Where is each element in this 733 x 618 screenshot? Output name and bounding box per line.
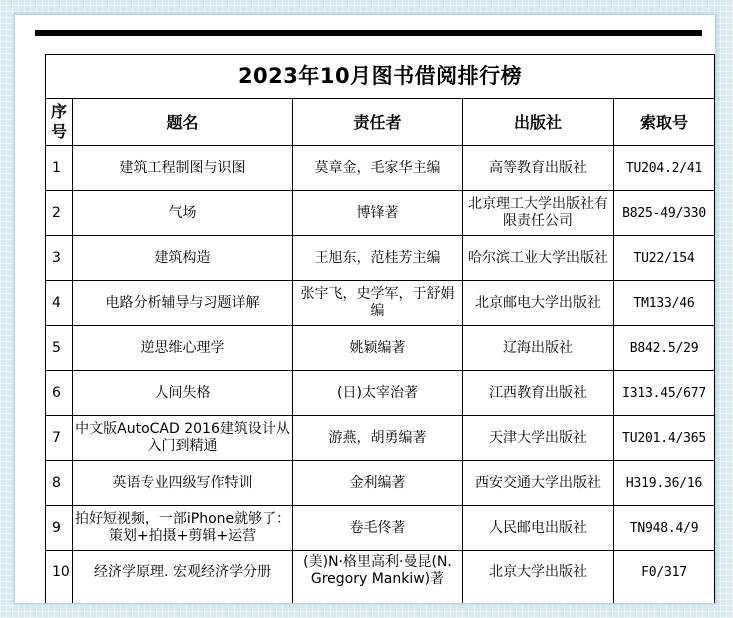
table-row (46, 416, 715, 461)
header-title: 题名 (73, 99, 293, 146)
cell-author: (日)太宰治著 (293, 371, 463, 416)
sheet-top-rule (35, 30, 702, 36)
cell-seq: 1 (46, 146, 73, 191)
cell-title: 英语专业四级写作特训 (73, 461, 293, 506)
cell-publisher: 天津大学出版社 (463, 416, 614, 461)
table-row (46, 551, 715, 604)
title-row (46, 55, 715, 99)
cell-seq: 6 (46, 371, 73, 416)
cell-seq: 3 (46, 236, 73, 281)
cell-call-number: TM133/46 (614, 281, 715, 326)
header-publisher: 出版社 (463, 99, 614, 146)
cell-title: 建筑构造 (73, 236, 293, 281)
cell-seq: 5 (46, 326, 73, 371)
cell-author: 金利编著 (293, 461, 463, 506)
cell-call-number: TN948.4/9 (614, 506, 715, 551)
table-row (46, 281, 715, 326)
cell-author: (美)N·格里高利·曼昆(N. Gregory Mankiw)著 (293, 551, 463, 604)
cell-call-number: I313.45/677 (614, 371, 715, 416)
cell-title: 逆思维心理学 (73, 326, 293, 371)
cell-author: 张宇飞，史学军，于舒娟编 (293, 281, 463, 326)
cell-publisher: 北京大学出版社 (463, 551, 614, 604)
cell-title: 电路分析辅导与习题详解 (73, 281, 293, 326)
cell-publisher: 辽海出版社 (463, 326, 614, 371)
table-row (46, 191, 715, 236)
header-seq: 序号 (46, 99, 73, 146)
cell-title: 中文版AutoCAD 2016建筑设计从入门到精通 (73, 416, 293, 461)
cell-publisher: 人民邮电出版社 (463, 506, 614, 551)
cell-call-number: B842.5/29 (614, 326, 715, 371)
cell-seq: 10 (46, 551, 73, 604)
cell-publisher: 哈尔滨工业大学出版社 (463, 236, 614, 281)
cell-seq: 8 (46, 461, 73, 506)
page-frame (15, 15, 715, 603)
cell-publisher: 江西教育出版社 (463, 371, 614, 416)
header-call-number: 索取号 (614, 99, 715, 146)
cell-seq: 7 (46, 416, 73, 461)
cell-title: 拍好短视频，一部iPhone就够了：策划+拍摄+剪辑+运营 (73, 506, 293, 551)
cell-author: 游燕，胡勇编著 (293, 416, 463, 461)
cell-call-number: TU204.2/41 (614, 146, 715, 191)
header-row (46, 99, 715, 146)
cell-call-number: H319.36/16 (614, 461, 715, 506)
cell-seq: 9 (46, 506, 73, 551)
cell-seq: 2 (46, 191, 73, 236)
cell-title: 经济学原理. 宏观经济学分册 (73, 551, 293, 604)
header-author: 责任者 (293, 99, 463, 146)
cell-publisher: 北京邮电大学出版社 (463, 281, 614, 326)
table-row (46, 326, 715, 371)
cell-call-number: B825-49/330 (614, 191, 715, 236)
cell-seq: 4 (46, 281, 73, 326)
cell-author: 卷毛佟著 (293, 506, 463, 551)
cell-title: 气场 (73, 191, 293, 236)
cell-title: 建筑工程制图与识图 (73, 146, 293, 191)
cell-publisher: 高等教育出版社 (463, 146, 614, 191)
ranking-table (45, 54, 715, 603)
cell-author: 莫章金，毛家华主编 (293, 146, 463, 191)
table-row (46, 146, 715, 191)
cell-author: 姚颖编著 (293, 326, 463, 371)
cell-author: 博锋著 (293, 191, 463, 236)
table-row (46, 236, 715, 281)
cell-call-number: F0/317 (614, 551, 715, 604)
table-row (46, 506, 715, 551)
cell-call-number: TU22/154 (614, 236, 715, 281)
table-row (46, 461, 715, 506)
cell-publisher: 北京理工大学出版社有限责任公司 (463, 191, 614, 236)
page-title: 2023年10月图书借阅排行榜 (46, 55, 715, 99)
cell-title: 人间失格 (73, 371, 293, 416)
table-row (46, 371, 715, 416)
cell-publisher: 西安交通大学出版社 (463, 461, 614, 506)
cell-call-number: TU201.4/365 (614, 416, 715, 461)
cell-author: 王旭东，范桂芳主编 (293, 236, 463, 281)
